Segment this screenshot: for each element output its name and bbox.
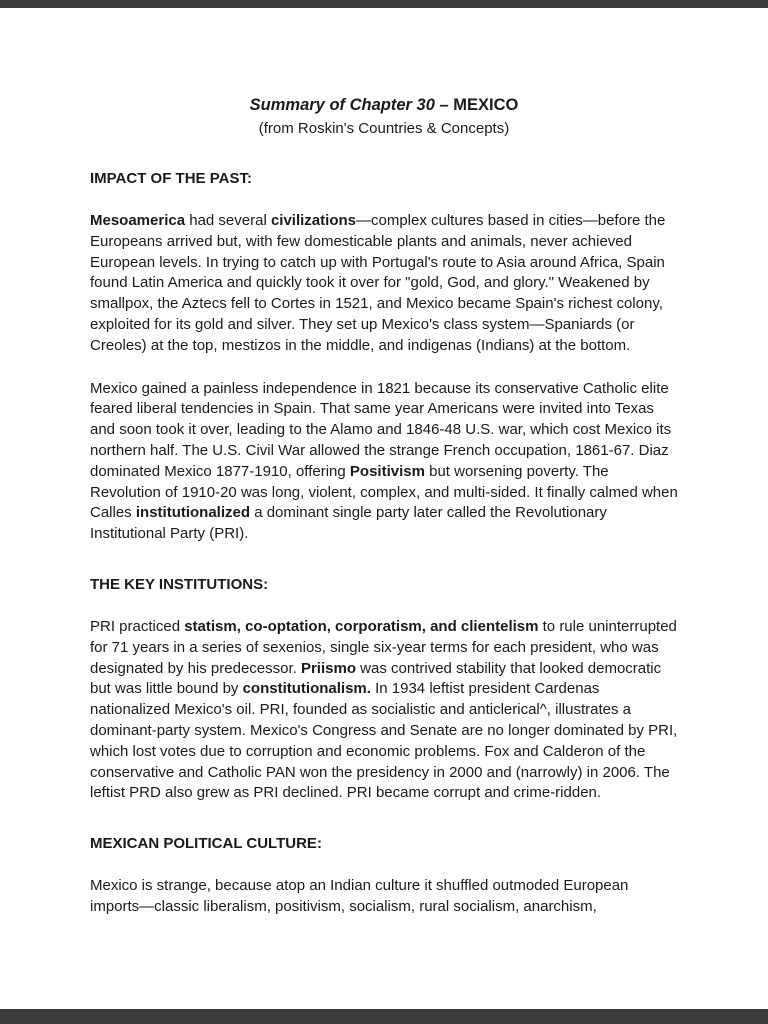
section-heading-political-culture: MEXICAN POLITICAL CULTURE: — [90, 835, 322, 853]
paragraph-pri: PRI practiced statism, co-optation, corporatism, and clientelism to rule uninterrupted for 71 years in a series of sexenios, single six-year terms for each president, who was designated by his predecessor. Priismo was contrived stability that looked democratic but was little bound by constitutionalism. In 1934 leftist president Cardenas nationalized Mexico's oil. PRI, founded as socialistic and anticlerical^, illustrates a dominant-party system. Mexico's Congress and Senate are no longer dominated by PRI, which lost votes due to corruption and economic problems. Fox and Calderon of the conservative and Catholic PAN won the presidency in 2000 and (narrowly) in 2006. The leftist PRD also grew as PRI declined. PRI became corrupt and crime-ridden. — [90, 617, 682, 802]
document-subtitle: (from Roskin's Countries & Concepts) — [258, 120, 510, 137]
paragraph-independence: Mexico gained a painless independence in 1821 because its conservative Catholic elite feared liberal tendencies in Spain. That same year Americans were invited into Texas and soon took it over, leading to the Alamo and 1846-48 U.S. war, which cost Mexico its northern half. The U.S. Civil War allowed the strange French occupation, 1861-67. Diaz dominated Mexico 1877-1910, offering Positivism but worsening poverty. The Revolution of 1910-20 was long, violent, complex, and multi-sided. It finally calmed when Calles institutionalized a dominant single party later called the Revolutionary Institutional Party (PRI). — [90, 379, 682, 543]
paragraph-mesoamerica: Mesoamerica had several civilizations—complex cultures based in cities—before the Europeans arrived but, with few domesticable plants and animals, never achieved European levels. In trying to catch up with Portugal's route to Asia around Africa, Spain found Latin America and quickly took it over for "gold, God, and glory." Weakened by smallpox, the Aztecs fell to Cortes in 1521, and Mexico became Spain's richest colony, exploited for its gold and silver. They set up Mexico's class system—Spaniards (or Creoles) at the top, mestizos in the middle, and indigenas (Indians) at the bottom. — [90, 212, 670, 354]
section-heading-impact-of-the-past: IMPACT OF THE PAST: — [90, 170, 252, 187]
document-title: Summary of Chapter 30 – MEXICO — [249, 96, 519, 114]
document-page — [0, 8, 768, 1009]
section-heading-key-institutions: THE KEY INSTITUTIONS: — [90, 575, 269, 593]
paragraph-political-culture: Mexico is strange, because atop an Indian culture it shuffled outmoded European imports—classic liberalism, positivism, socialism, rural socialism, anarchism, — [90, 877, 633, 915]
